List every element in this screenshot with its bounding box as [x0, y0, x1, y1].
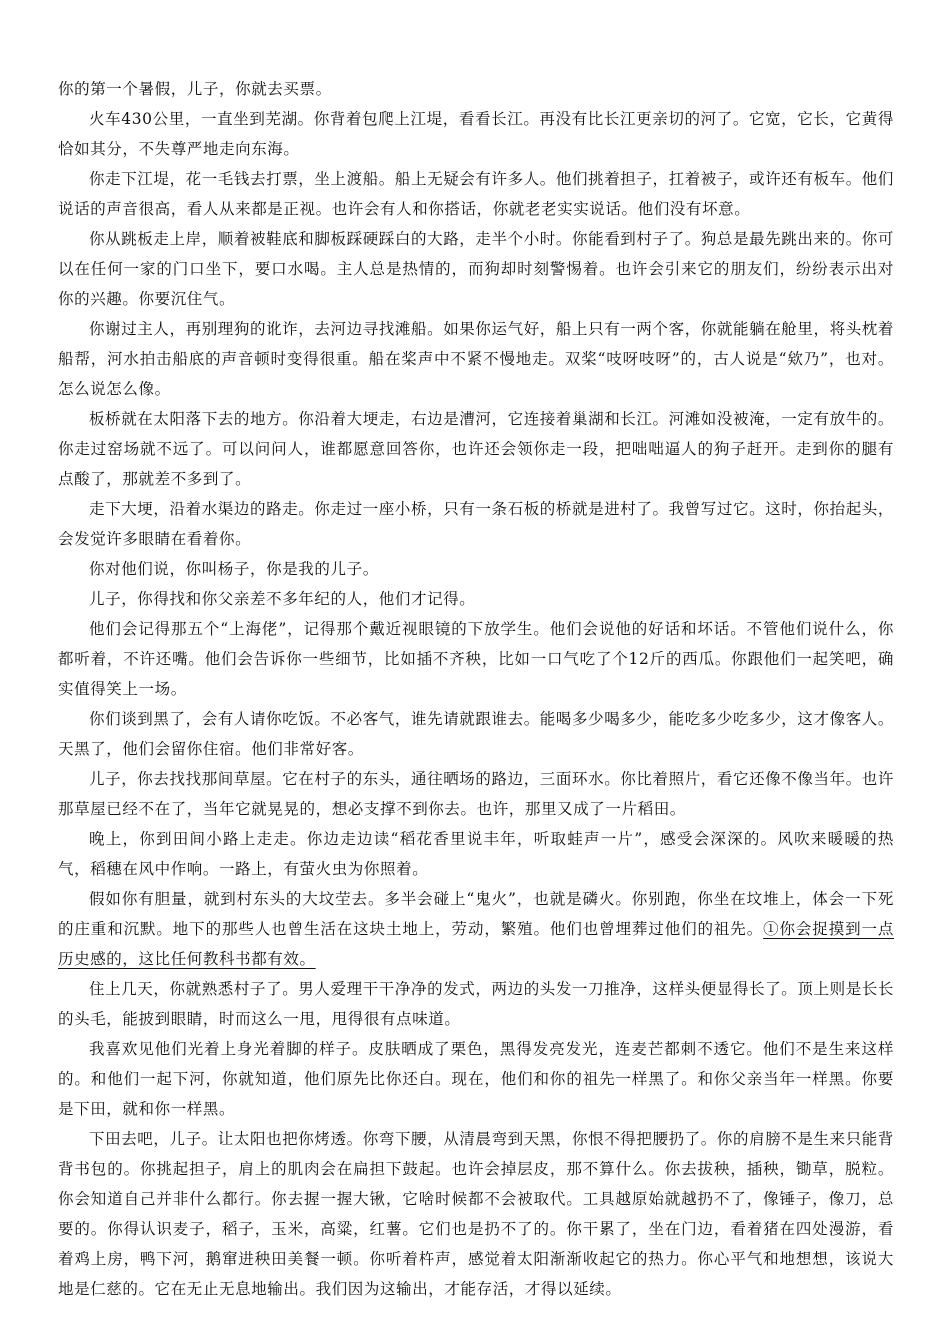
paragraph-text: 他们会记得那五个“上海佬”，记得那个戴近视眼镜的下放学生。他们会说他的好话和坏话。不管他们说什么，你都听着，不许还嘴。他们会告诉你一些细节，比如插不齐秧，比如一口气吃了个12斤的西瓜。你跟他们一起笑吧，确实值得笑上一场。	[58, 620, 894, 698]
paragraph	[58, 404, 894, 494]
paragraph	[58, 764, 894, 824]
paragraph	[58, 584, 894, 614]
paragraph-text: 你从跳板走上岸，顺着被鞋底和脚板踩硬踩白的大路，走半个小时。你能看到村子了。狗总是最先跳出来的。你可以在任何一家的门口坐下，要口水喝。主人总是热情的，而狗却时刻警惕着。也许会引来它的朋友们，纷纷表示出对你的兴趣。你要沉住气。	[58, 230, 895, 308]
paragraph-text: 儿子，你得找和你父亲差不多年纪的人，他们才记得。	[89, 590, 476, 608]
paragraph	[58, 314, 894, 404]
paragraph-text: 走下大埂，沿着水渠边的路走。你走过一座小桥，只有一条石板的桥就是进村了。我曾写过它。这时，你抬起头，会发觉许多眼睛在看着你。	[58, 500, 895, 548]
paragraph-text: 你谢过主人，再别理狗的讹诈，去河边寻找滩船。如果你运气好，船上只有一两个客，你就能躺在舱里，将头枕着船帮，河水拍击船底的声音顿时变得很重。船在桨声中不紧不慢地走。双桨“吱呀吱呀”的，古人说是“欸乃”，也对。怎么说怎么像。	[58, 320, 895, 398]
paragraph	[58, 224, 894, 314]
paragraph	[58, 1034, 894, 1124]
paragraph-text: 你们谈到黑了，会有人请你吃饭。不必客气，谁先请就跟谁去。能喝多少喝多少，能吃多少吃多少，这才像客人。天黑了，他们会留你住宿。他们非常好客。	[58, 710, 895, 758]
paragraph-text: 板桥就在太阳落下去的地方。你沿着大埂走，右边是漕河，它连接着巢湖和长江。河滩如没被淹，一定有放牛的。你走过窑场就不远了。可以问问人，谁都愿意回答你，也许还会领你走一段，把咄咄逼人的狗子赶开。走到你的腿有点酸了，那就差不多到了。	[58, 410, 895, 488]
paragraph-text: 火车430公里，一直坐到芜湖。你背着包爬上江堤，看看长江。再没有比长江更亲切的河了。它宽，它长，它黄得恰如其分，不失尊严地走向东海。	[58, 110, 894, 158]
paragraph	[58, 824, 894, 884]
paragraph-text: 下田去吧，儿子。让太阳也把你烤透。你弯下腰，从清晨弯到天黑，你恨不得把腰扔了。你的肩膀不是生来只能背背书包的。你挑起担子，肩上的肌肉会在扁担下鼓起。也许会掉层皮，那不算什么。你去拔秧，插秧，锄草，脱粒。你会知道自己并非什么都行。你去握一握大锹，它啥时候都不会被取代。工具越原始就越扔不了，像锤子，像刀，总要的。你得认识麦子，稻子，玉米，高粱，红薯。它们也是扔不了的。你干累了，坐在门边，看着猪在四处漫游，看着鸡上房，鸭下河，鹅窜进秧田美餐一顿。你听着杵声，感觉着太阳渐渐收起它的热力。你心平气和地想想，该说大地是仁慈的。它在无止无息地输出。我们因为这输出，才能存活，才得以延续。	[58, 1130, 895, 1298]
paragraph	[58, 1124, 894, 1304]
paragraph	[58, 554, 894, 584]
underlined-sentence: ①你会捉摸到一点历史感的，这比任何教科书都有效。	[58, 920, 894, 968]
paragraph	[58, 704, 894, 764]
paragraph	[58, 974, 894, 1034]
paragraph-text: 儿子，你去找找那间草屋。它在村子的东头，通往晒场的路边，三面环水。你比着照片，看它还像不像当年。也许那草屋已经不在了，当年它就晃晃的，想必支撑不到你去。也许，那里又成了一片稻田。	[58, 770, 895, 818]
paragraph	[58, 74, 894, 104]
paragraph-text: 晚上，你到田间小路上走走。你边走边读“稻花香里说丰年，听取蛙声一片”，感受会深深的。风吹来暖暖的热气，稻穗在风中作响。一路上，有萤火虫为你照着。	[58, 830, 894, 878]
paragraph	[58, 104, 894, 164]
paragraph-text: 你的第一个暑假，儿子，你就去买票。	[58, 80, 332, 98]
paragraph-text: 我喜欢见他们光着上身光着脚的样子。皮肤晒成了栗色，黑得发亮发光，连麦芒都刺不透它。他们不是生来这样的。和他们一起下河，你就知道，他们原先比你还白。现在，他们和你的祖先一样黑了。和你父亲当年一样黑。你要是下田，就和你一样黑。	[58, 1040, 894, 1118]
paragraph	[58, 884, 894, 974]
paragraph-text: 你走下江堤，花一毛钱去打票，坐上渡船。船上无疑会有许多人。他们挑着担子，扛着被子，或许还有板车。他们说话的声音很高，看人从来都是正视。也许会有人和你搭话，你就老老实实说话。他们没有坏意。	[58, 170, 895, 218]
paragraph	[58, 164, 894, 224]
paragraph	[58, 614, 894, 704]
paragraph-text: 假如你有胆量，就到村东头的大坟茔去。多半会碰上“鬼火”，也就是磷火。你别跑，你坐在坟堆上，体会一下死的庄重和沉默。地下的那些人也曾生活在这块土地上，劳动，繁殖。他们也曾埋葬过他们的祖先。	[58, 890, 894, 938]
paragraph	[58, 494, 894, 554]
paragraph-text: 住上几天，你就熟悉村子了。男人爱理干干净净的发式，两边的头发一刀推净，这样头便显得长了。顶上则是长长的头毛，能披到眼睛，时而这么一甩，甩得很有点味道。	[58, 980, 895, 1028]
paragraph-text: 你对他们说，你叫杨子，你是我的儿子。	[89, 560, 379, 578]
